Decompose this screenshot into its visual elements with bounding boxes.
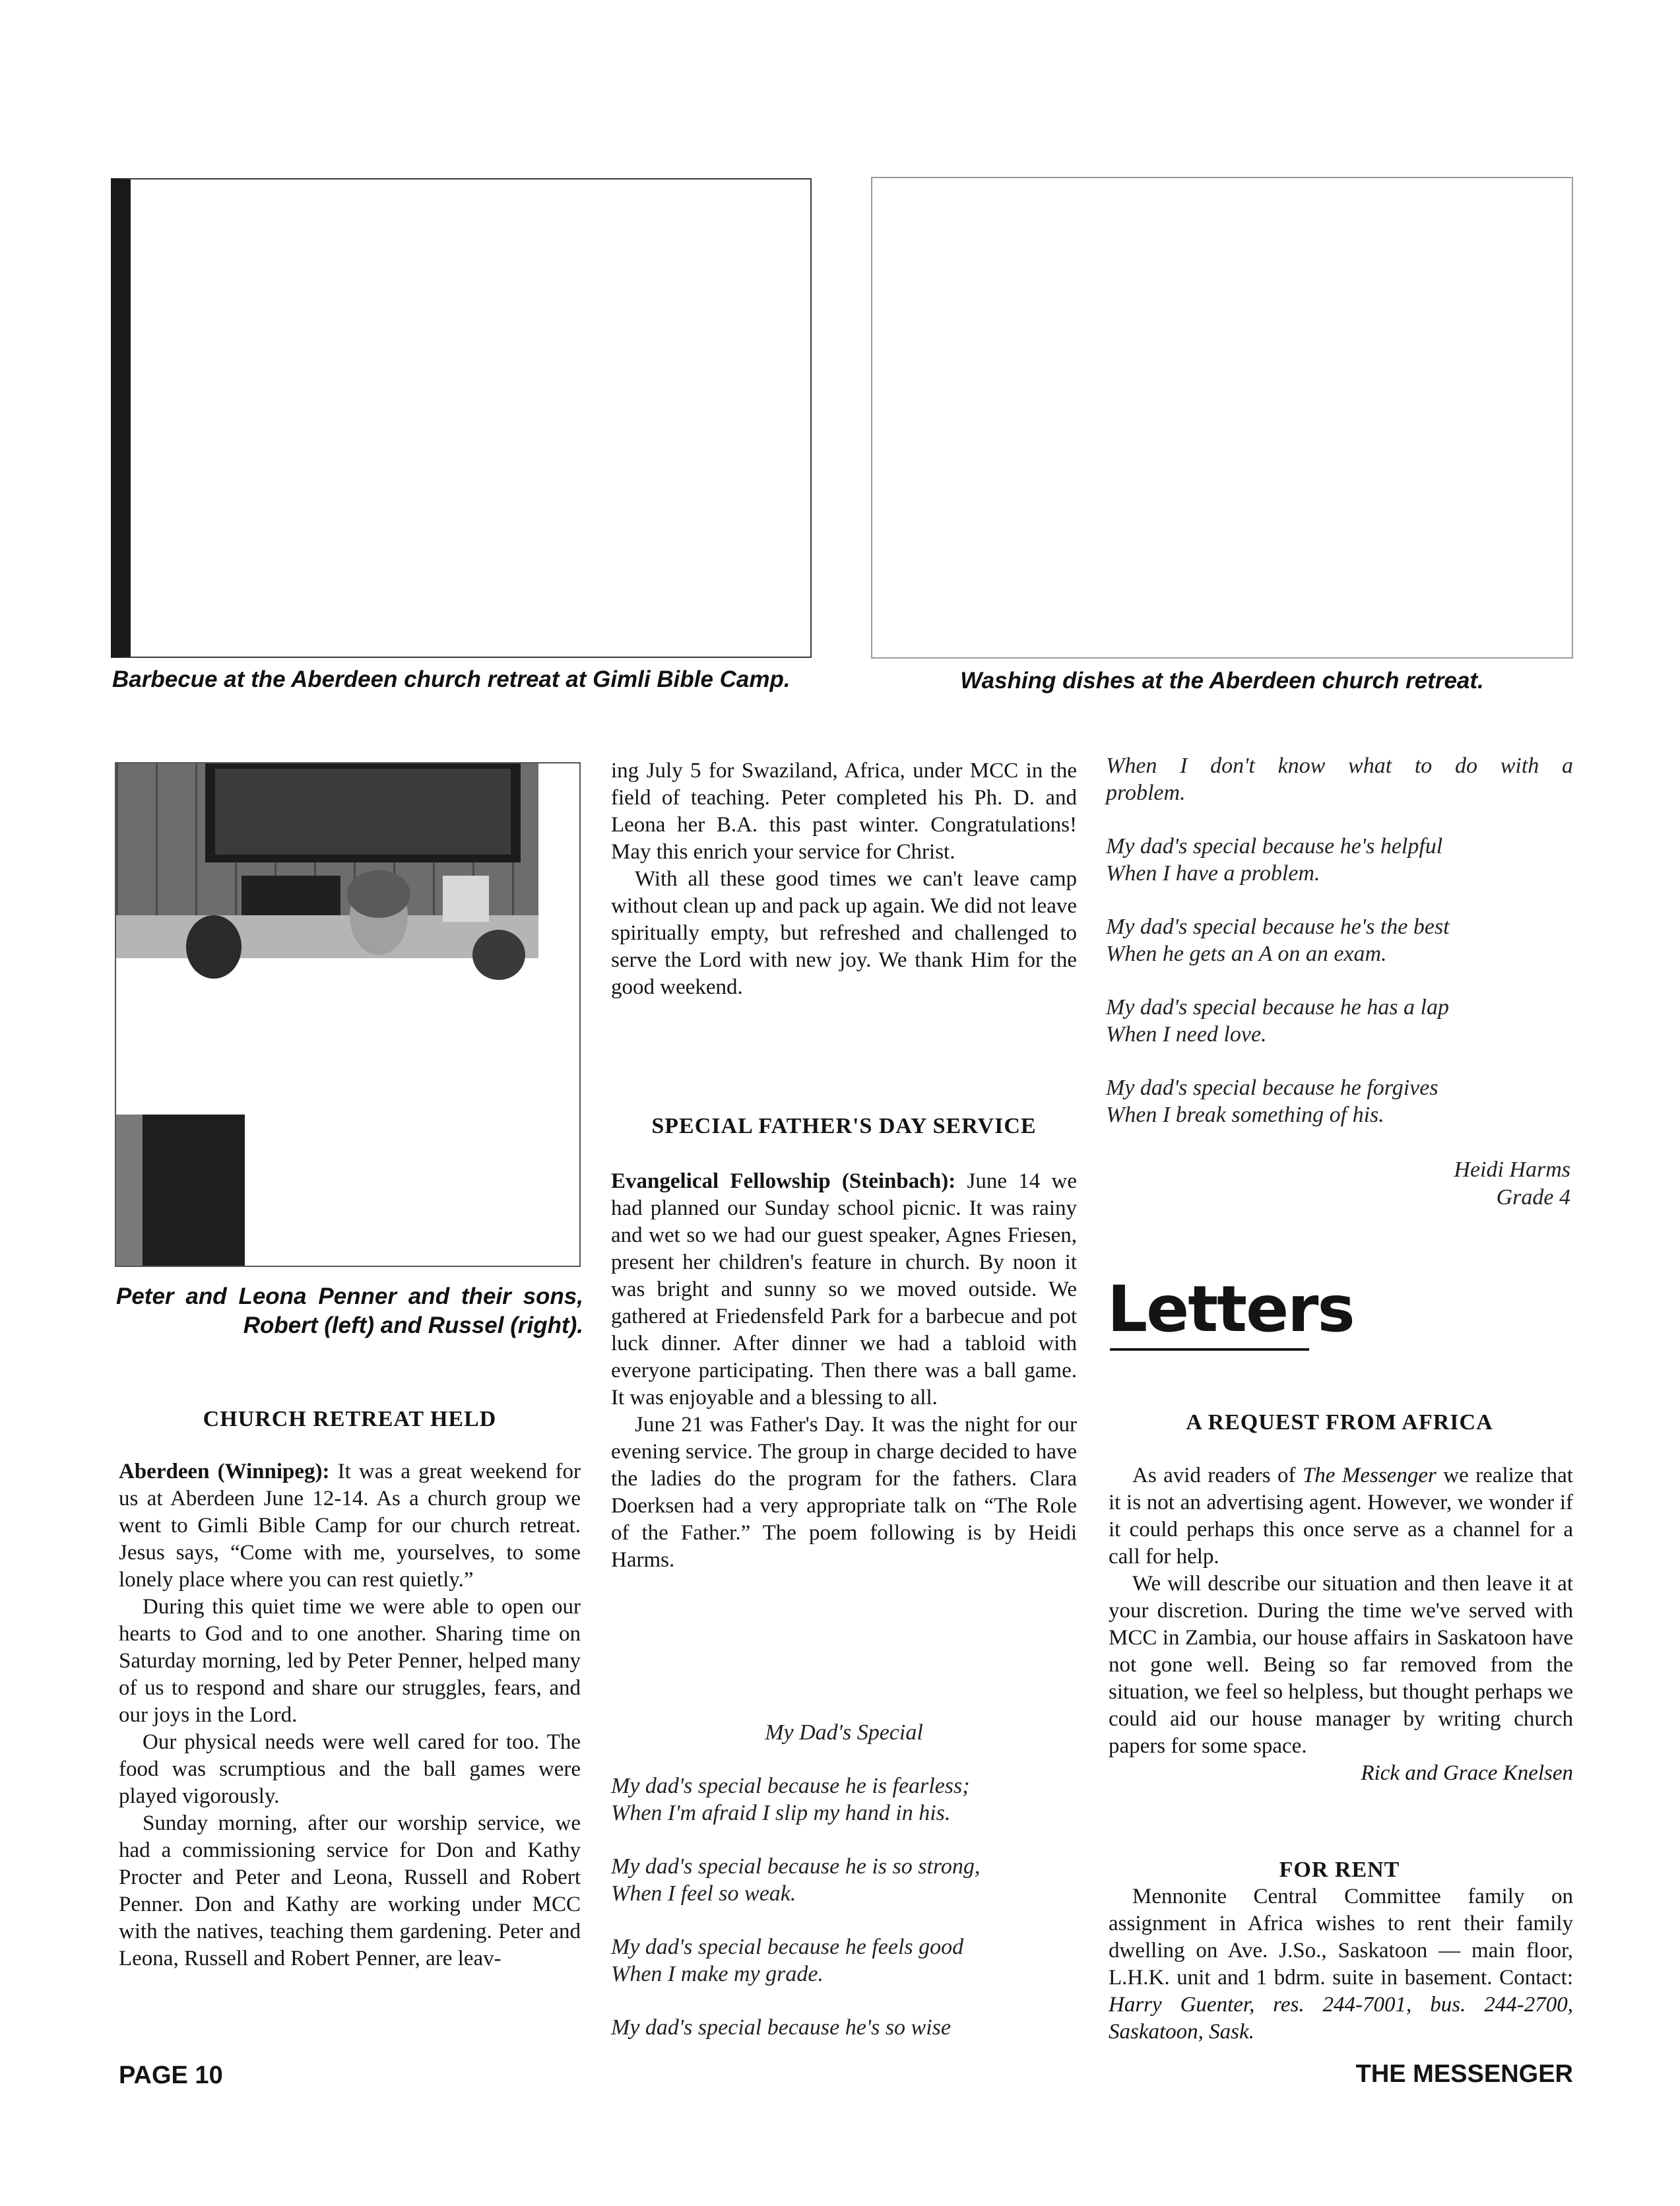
church-retreat-p2: During this quiet time we were able to open our hearts to God and to one another. Sharing time on Saturday morning, led by Peter Penner, helped many of us to respond and share our struggles, fears, and our joys in the Lord. (119, 1595, 581, 1727)
request-p1-pre: As avid readers of (1132, 1464, 1303, 1487)
rent-contact: Harry Guenter, res. 244-7001, bus. 244-2700, Saskatoon, Sask. (1109, 1993, 1573, 2044)
notice-for-rent (1109, 1883, 1573, 2046)
poem-line: When I need love. (1106, 1022, 1267, 1047)
poem-line: problem. (1106, 781, 1186, 805)
poem-line: When I feel so weak. (611, 1881, 796, 1906)
article-fathers-day (611, 1168, 1077, 1574)
church-retreat-p4: Sunday morning, after our worship service, we had a commissioning service for Don and Kathy Procter and Peter and Leona, Russell and Robert Penner. Don and Kathy are working under MCC with the natives, teaching them gardening. Peter and Leona, Russell and Robert Penner, are leav- (119, 1811, 581, 1970)
fathers-day-p1: June 14 we had planned our Sunday school picnic. It was rainy and wet so we had our guest speaker, Agnes Friesen, present her children's feature in church. By noon it was bright and sunny so we moved outside. We gathered at Friedensfeld Park for a barbecue and pot luck dinner. After dinner we had a tabloid with everyone participating. Then there was a ball game. It was enjoyable and a blessing to all. (611, 1169, 1078, 1410)
footer-publication: THE MESSENGER (1355, 2060, 1573, 2088)
poem-line: When I have a problem. (1106, 861, 1320, 886)
dateline-steinbach: Evangelical Fellowship (Steinbach): (611, 1169, 956, 1193)
poem-col2 (611, 1772, 1077, 2067)
poem-line: My dad's special because he's the best (1106, 915, 1450, 939)
poem-stanza (611, 1772, 1077, 1827)
heading-for-rent: FOR RENT (1279, 1858, 1400, 1882)
photo-washing-dishes (871, 177, 1573, 659)
request-p1-post: we realize that it is not an advertising agent. However, we wonder if it could perhaps this once serve as a channel for a call for help. (1109, 1464, 1573, 1569)
poem-line: My dad's special because he forgives (1106, 1076, 1438, 1100)
poem-stanza (1106, 833, 1573, 887)
footer-page-number: PAGE 10 (119, 2061, 223, 2089)
poem-line: My dad's special because he has a lap (1106, 995, 1449, 1020)
heading-church-retreat: CHURCH RETREAT HELD (203, 1407, 497, 1431)
fathers-day-p2: June 21 was Father's Day. It was the night for our evening service. The group in charge decided to have the ladies do the program for the fathers. Clara Doerksen had a very appropriate talk on “The Role of the Father.” The poem following is by Heidi Harms. (611, 1413, 1077, 1572)
poem-line: When I don't know what to do with a (1106, 754, 1573, 778)
letters-title: Letters (1107, 1272, 1354, 1346)
heading-request-from-africa: A REQUEST FROM AFRICA (1186, 1410, 1493, 1435)
request-publication: The Messenger (1302, 1464, 1437, 1487)
poem-title: My Dad's Special (765, 1720, 923, 1745)
church-retreat-p6: With all these good times we can't leave camp without clean up and pack up again. We did not leave spiritually empty, but refreshed and challenged to serve the Lord with new joy. We thank Him for the good weekend. (611, 867, 1077, 999)
letters-title-rule (1110, 1348, 1309, 1351)
caption-penner-family: Peter and Leona Penner and their sons, Robert (left) and Russel (right). (116, 1283, 583, 1338)
photo-penner-family (115, 762, 581, 1267)
letter-request-from-africa (1109, 1462, 1573, 1787)
poem-stanza (611, 1853, 1077, 1907)
poem-line: When I break something of his. (1106, 1103, 1384, 1127)
poem-stanza (1106, 752, 1573, 806)
poem-grade: Grade 4 (1496, 1185, 1570, 1210)
caption-washing-dishes: Washing dishes at the Aberdeen church retreat. (960, 668, 1484, 694)
heading-fathers-day: SPECIAL FATHER'S DAY SERVICE (651, 1114, 1037, 1138)
request-p2: We will describe our situation and then leave it at your discretion. During the time we've served with MCC in Zambia, our house affairs in Saskatoon have not gone well. Being so far removed from the situation, we feel so helpless, but thought perhaps we could aid our house manager by writing church papers for some space. (1109, 1572, 1573, 1758)
poem-stanza (1106, 913, 1573, 967)
article-church-retreat-col1 (119, 1458, 581, 1972)
caption-barbecue: Barbecue at the Aberdeen church retreat at Gimli Bible Camp. (112, 666, 791, 692)
rent-text: Mennonite Central Committee family on assignment in Africa wishes to rent their family dwelling on Ave. J.So., Saskatoon — main floor, L.H.K. unit and 1 bdrm. suite in basement. Contact: (1109, 1885, 1573, 1990)
article-church-retreat-col2 (611, 758, 1077, 1001)
poem-stanza (611, 1933, 1077, 1988)
poem-line: My dad's special because he is so strong, (611, 1854, 981, 1879)
poem-line: My dad's special because he is fearless; (611, 1774, 970, 1798)
church-retreat-p1: It was a great weekend for us at Aberdeen June 12-14. As a church group we went to Gimli Bible Camp for our church retreat. Jesus says, “Come with me, yourselves, to some lonely place where you can rest quietly.” (119, 1460, 581, 1592)
poem-stanza (1106, 994, 1573, 1048)
poem-stanza (1106, 1074, 1573, 1128)
church-retreat-p5: ing July 5 for Swaziland, Africa, under MCC in the field of teaching. Peter completed his Ph. D. and Leona her B.A. this past winter. Congratulations! May this enrich your service for Christ. (611, 759, 1077, 864)
poem-line: When I'm afraid I slip my hand in his. (611, 1801, 951, 1825)
poem-line: My dad's special because he's so wise (611, 2015, 951, 2040)
dateline-aberdeen: Aberdeen (Winnipeg): (119, 1460, 330, 1483)
poem-author: Heidi Harms (1454, 1157, 1570, 1182)
poem-line: My dad's special because he feels good (611, 1935, 964, 1959)
poem-col3 (1106, 752, 1573, 1155)
poem-stanza (611, 2014, 1077, 2041)
request-signature: Rick and Grace Knelsen (1361, 1761, 1573, 1785)
photo-barbecue (111, 178, 812, 658)
poem-line: When I make my grade. (611, 1962, 824, 1986)
church-retreat-p3: Our physical needs were well cared for too. The food was scrumptious and the ball games were played vigorously. (119, 1730, 581, 1808)
poem-line: My dad's special because he's helpful (1106, 834, 1443, 859)
poem-line: When he gets an A on an exam. (1106, 942, 1387, 966)
